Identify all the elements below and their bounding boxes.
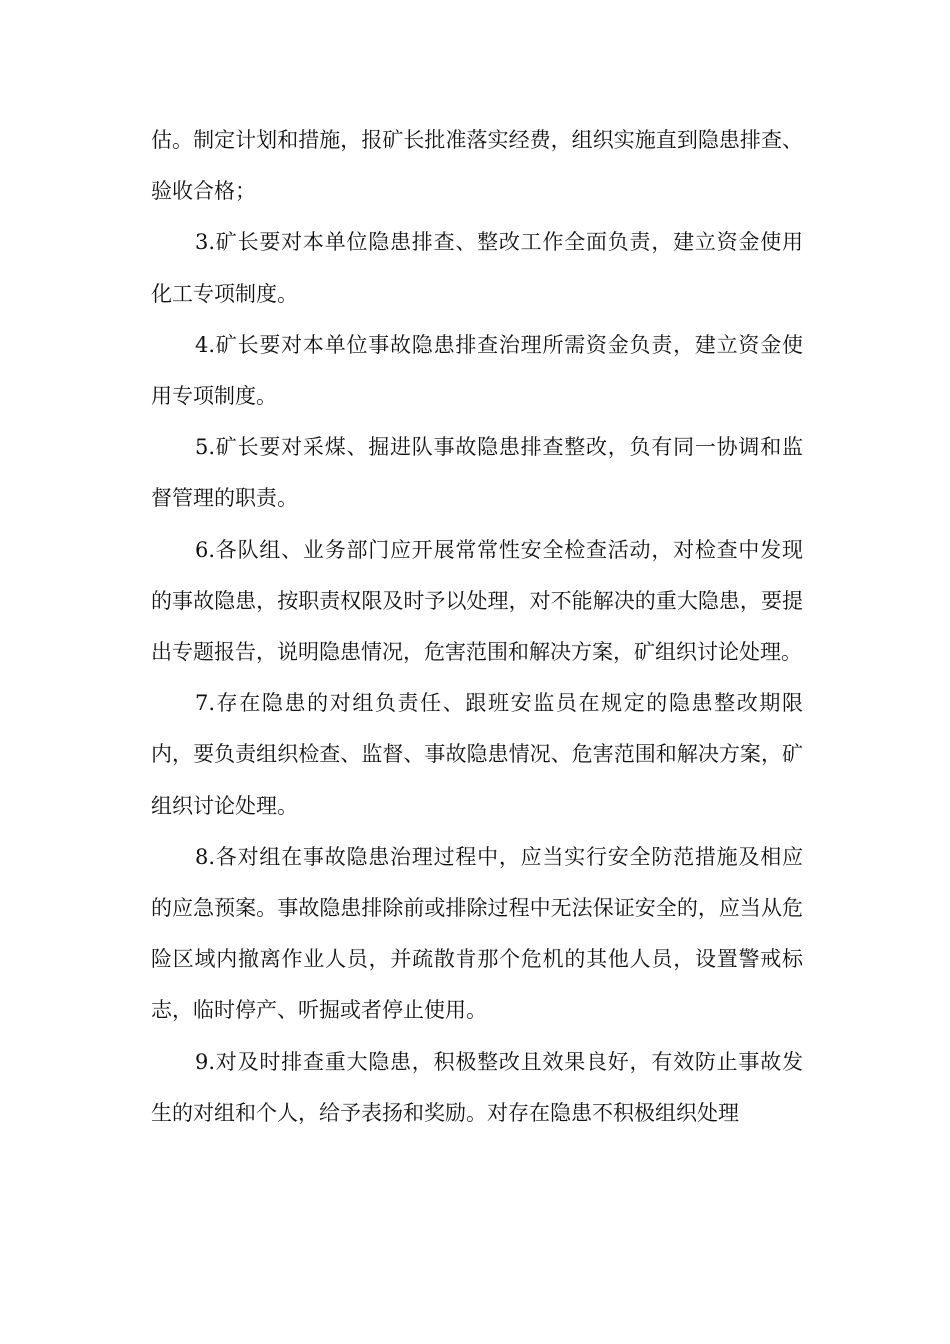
- paragraph-item-3: 3.矿长要对本单位隐患排查、整改工作全面负责，建立资金使用化工专项制度。: [151, 230, 803, 306]
- paragraph-item-5: 5.矿长要对采煤、掘进队事故隐患排查整改，负有同一协调和监督管理的职责。: [151, 435, 803, 511]
- paragraph-item-6: 6.各队组、业务部门应开展常常性安全检查活动，对检查中发现的事故隐患，按职责权限及时予以处理，对不能解决的重大隐患，要提出专题报告，说明隐患情况，危害范围和解决方案，矿组织讨论处理。: [151, 537, 803, 665]
- paragraph-item-8: 8.各对组在事故隐患治理过程中，应当实行安全防范措施及相应的应急预案。事故隐患排除前或排除过程中无法保证安全的，应当从危险区域内撤离作业人员，并疏散肯那个危机的其他人员，设置警戒标志，临时停产、听掘或者停止使用。: [151, 844, 803, 1023]
- paragraph-continuation: 估。制定计划和措施，报矿长批准落实经费，组织实施直到隐患排查、验收合格；: [151, 128, 803, 204]
- paragraph-item-9: 9.对及时排查重大隐患，积极整改且效果良好，有效防止事故发生的对组和个人，给予表扬和奖励。对存在隐患不积极组织处理: [151, 1049, 803, 1125]
- document-body: [151, 115, 803, 1139]
- paragraph-item-7: 7.存在隐患的对组负责任、跟班安监员在规定的隐患整改期限内，要负责组织检查、监督、事故隐患情况、危害范围和解决方案，矿组织讨论处理。: [151, 691, 803, 818]
- paragraph-item-4: 4.矿长要对本单位事故隐患排查治理所需资金负责，建立资金使用专项制度。: [151, 332, 803, 409]
